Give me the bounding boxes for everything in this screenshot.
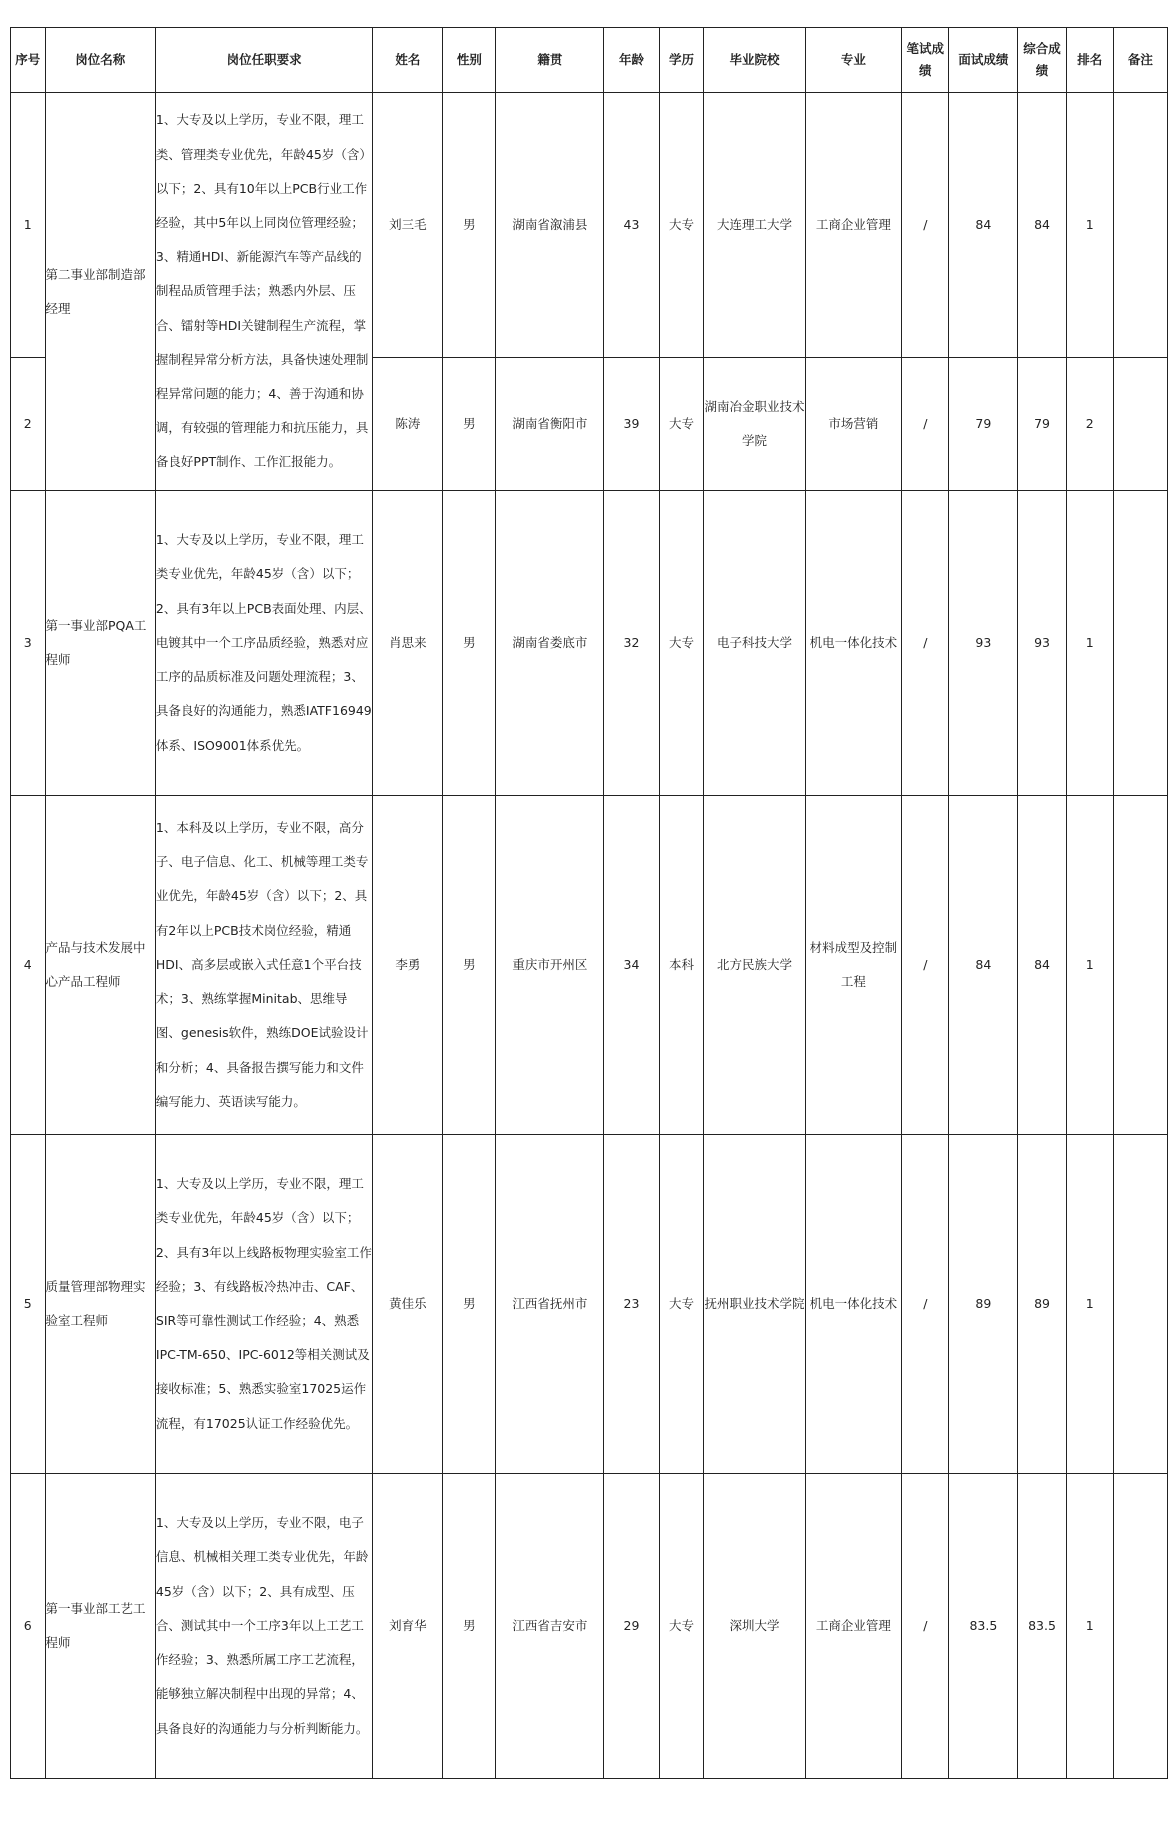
cell-index: 4 <box>11 796 46 1135</box>
cell-interview-score: 93 <box>949 491 1018 796</box>
cell-requirements: 1、大专及以上学历，专业不限，理工类、管理类专业优先，年龄45岁（含）以下；2、具有10年以上PCB行业工作经验，其中5年以上同岗位管理经验；3、精通HDI、新能源汽车等产品线的制程品质管理手法；熟悉内外层、压合、镭射等HDI关键制程生产流程，掌握制程异常分析方法，具备快速处理制程异常问题的能力；4、善于沟通和协调，有较强的管理能力和抗压能力，具备良好PPT制作、工作汇报能力。 <box>155 93 372 491</box>
cell-requirements: 1、大专及以上学历，专业不限，理工类专业优先，年龄45岁（含）以下；2、具有3年以上线路板物理实验室工作经验；3、有线路板冷热冲击、CAF、SIR等可靠性测试工作经验；4、熟悉IPC-TM-650、IPC-6012等相关测试及接收标准；5、熟悉实验室17025运作流程，有17025认证工作经验优先。 <box>155 1135 372 1474</box>
cell-index: 2 <box>11 358 46 491</box>
header-total-score: 综合成绩 <box>1018 28 1066 93</box>
header-remarks: 备注 <box>1113 28 1167 93</box>
cell-age: 32 <box>604 491 659 796</box>
cell-name: 刘育华 <box>373 1474 443 1779</box>
cell-total-score: 89 <box>1018 1135 1066 1474</box>
table-body <box>11 93 1168 1779</box>
cell-remarks <box>1113 796 1167 1135</box>
header-index: 序号 <box>11 28 46 93</box>
cell-position: 第二事业部制造部经理 <box>45 93 155 491</box>
cell-school: 抚州职业技术学院 <box>704 1135 805 1474</box>
header-gender: 性别 <box>443 28 496 93</box>
cell-gender: 男 <box>443 796 496 1135</box>
header-age: 年龄 <box>604 28 659 93</box>
cell-age: 39 <box>604 358 659 491</box>
cell-rank: 2 <box>1066 358 1113 491</box>
cell-origin: 江西省抚州市 <box>496 1135 604 1474</box>
cell-origin: 湖南省溆浦县 <box>496 93 604 358</box>
cell-total-score: 84 <box>1018 796 1066 1135</box>
header-education: 学历 <box>659 28 704 93</box>
table-row <box>11 491 1168 796</box>
cell-index: 1 <box>11 93 46 358</box>
cell-age: 43 <box>604 93 659 358</box>
cell-gender: 男 <box>443 358 496 491</box>
cell-origin: 江西省吉安市 <box>496 1474 604 1779</box>
cell-written-score: / <box>902 93 949 358</box>
cell-written-score: / <box>902 358 949 491</box>
cell-total-score: 93 <box>1018 491 1066 796</box>
cell-total-score: 79 <box>1018 358 1066 491</box>
header-requirements: 岗位任职要求 <box>155 28 372 93</box>
cell-name: 李勇 <box>373 796 443 1135</box>
cell-rank: 1 <box>1066 93 1113 358</box>
cell-interview-score: 79 <box>949 358 1018 491</box>
header-name: 姓名 <box>373 28 443 93</box>
table-row <box>11 93 1168 358</box>
cell-position: 产品与技术发展中心产品工程师 <box>45 796 155 1135</box>
cell-remarks <box>1113 358 1167 491</box>
cell-age: 34 <box>604 796 659 1135</box>
table-header <box>11 28 1168 93</box>
cell-index: 5 <box>11 1135 46 1474</box>
cell-interview-score: 84 <box>949 93 1018 358</box>
cell-name: 陈涛 <box>373 358 443 491</box>
cell-interview-score: 89 <box>949 1135 1018 1474</box>
cell-written-score: / <box>902 491 949 796</box>
cell-gender: 男 <box>443 491 496 796</box>
cell-gender: 男 <box>443 93 496 358</box>
cell-school: 深圳大学 <box>704 1474 805 1779</box>
cell-written-score: / <box>902 1135 949 1474</box>
cell-name: 黄佳乐 <box>373 1135 443 1474</box>
cell-major: 机电一体化技术 <box>805 1135 902 1474</box>
cell-origin: 湖南省衡阳市 <box>496 358 604 491</box>
cell-major: 市场营销 <box>805 358 902 491</box>
cell-gender: 男 <box>443 1135 496 1474</box>
cell-requirements: 1、本科及以上学历，专业不限，高分子、电子信息、化工、机械等理工类专业优先，年龄45岁（含）以下；2、具有2年以上PCB技术岗位经验，精通HDI、高多层或嵌入式任意1个平台技术；3、熟练掌握Minitab、思维导图、genesis软件，熟练DOE试验设计和分析；4、具备报告撰写能力和文件编写能力、英语读写能力。 <box>155 796 372 1135</box>
cell-rank: 1 <box>1066 796 1113 1135</box>
cell-index: 3 <box>11 491 46 796</box>
header-major: 专业 <box>805 28 902 93</box>
header-interview-score: 面试成绩 <box>949 28 1018 93</box>
cell-major: 材料成型及控制工程 <box>805 796 902 1135</box>
cell-major: 工商企业管理 <box>805 1474 902 1779</box>
cell-name: 肖思来 <box>373 491 443 796</box>
cell-major: 机电一体化技术 <box>805 491 902 796</box>
cell-major: 工商企业管理 <box>805 93 902 358</box>
cell-rank: 1 <box>1066 1135 1113 1474</box>
table-row <box>11 1474 1168 1779</box>
cell-position: 第一事业部工艺工程师 <box>45 1474 155 1779</box>
header-origin: 籍贯 <box>496 28 604 93</box>
cell-gender: 男 <box>443 1474 496 1779</box>
header-rank: 排名 <box>1066 28 1113 93</box>
cell-name: 刘三毛 <box>373 93 443 358</box>
cell-requirements: 1、大专及以上学历，专业不限，理工类专业优先，年龄45岁（含）以下；2、具有3年以上PCB表面处理、内层、电镀其中一个工序品质经验，熟悉对应工序的品质标准及问题处理流程；3、具备良好的沟通能力，熟悉IATF16949体系、ISO9001体系优先。 <box>155 491 372 796</box>
cell-age: 23 <box>604 1135 659 1474</box>
cell-interview-score: 83.5 <box>949 1474 1018 1779</box>
cell-position: 第一事业部PQA工程师 <box>45 491 155 796</box>
cell-education: 大专 <box>659 491 704 796</box>
cell-school: 大连理工大学 <box>704 93 805 358</box>
cell-education: 大专 <box>659 1135 704 1474</box>
cell-remarks <box>1113 491 1167 796</box>
cell-remarks <box>1113 93 1167 358</box>
cell-school: 湖南冶金职业技术学院 <box>704 358 805 491</box>
cell-age: 29 <box>604 1474 659 1779</box>
cell-requirements: 1、大专及以上学历，专业不限，电子信息、机械相关理工类专业优先，年龄45岁（含）以下；2、具有成型、压合、测试其中一个工序3年以上工艺工作经验；3、熟悉所属工序工艺流程，能够独立解决制程中出现的异常；4、具备良好的沟通能力与分析判断能力。 <box>155 1474 372 1779</box>
cell-origin: 湖南省娄底市 <box>496 491 604 796</box>
cell-written-score: / <box>902 796 949 1135</box>
cell-remarks <box>1113 1135 1167 1474</box>
header-position: 岗位名称 <box>45 28 155 93</box>
cell-position: 质量管理部物理实验室工程师 <box>45 1135 155 1474</box>
header-row <box>11 28 1168 93</box>
cell-education: 大专 <box>659 1474 704 1779</box>
header-written-score: 笔试成绩 <box>902 28 949 93</box>
cell-remarks <box>1113 1474 1167 1779</box>
cell-education: 本科 <box>659 796 704 1135</box>
cell-index: 6 <box>11 1474 46 1779</box>
cell-total-score: 84 <box>1018 93 1066 358</box>
table-row <box>11 796 1168 1135</box>
cell-interview-score: 84 <box>949 796 1018 1135</box>
cell-rank: 1 <box>1066 1474 1113 1779</box>
table-row <box>11 1135 1168 1474</box>
cell-rank: 1 <box>1066 491 1113 796</box>
candidates-table <box>10 27 1168 1779</box>
cell-school: 北方民族大学 <box>704 796 805 1135</box>
cell-school: 电子科技大学 <box>704 491 805 796</box>
header-school: 毕业院校 <box>704 28 805 93</box>
cell-written-score: / <box>902 1474 949 1779</box>
cell-total-score: 83.5 <box>1018 1474 1066 1779</box>
cell-origin: 重庆市开州区 <box>496 796 604 1135</box>
cell-education: 大专 <box>659 93 704 358</box>
cell-education: 大专 <box>659 358 704 491</box>
